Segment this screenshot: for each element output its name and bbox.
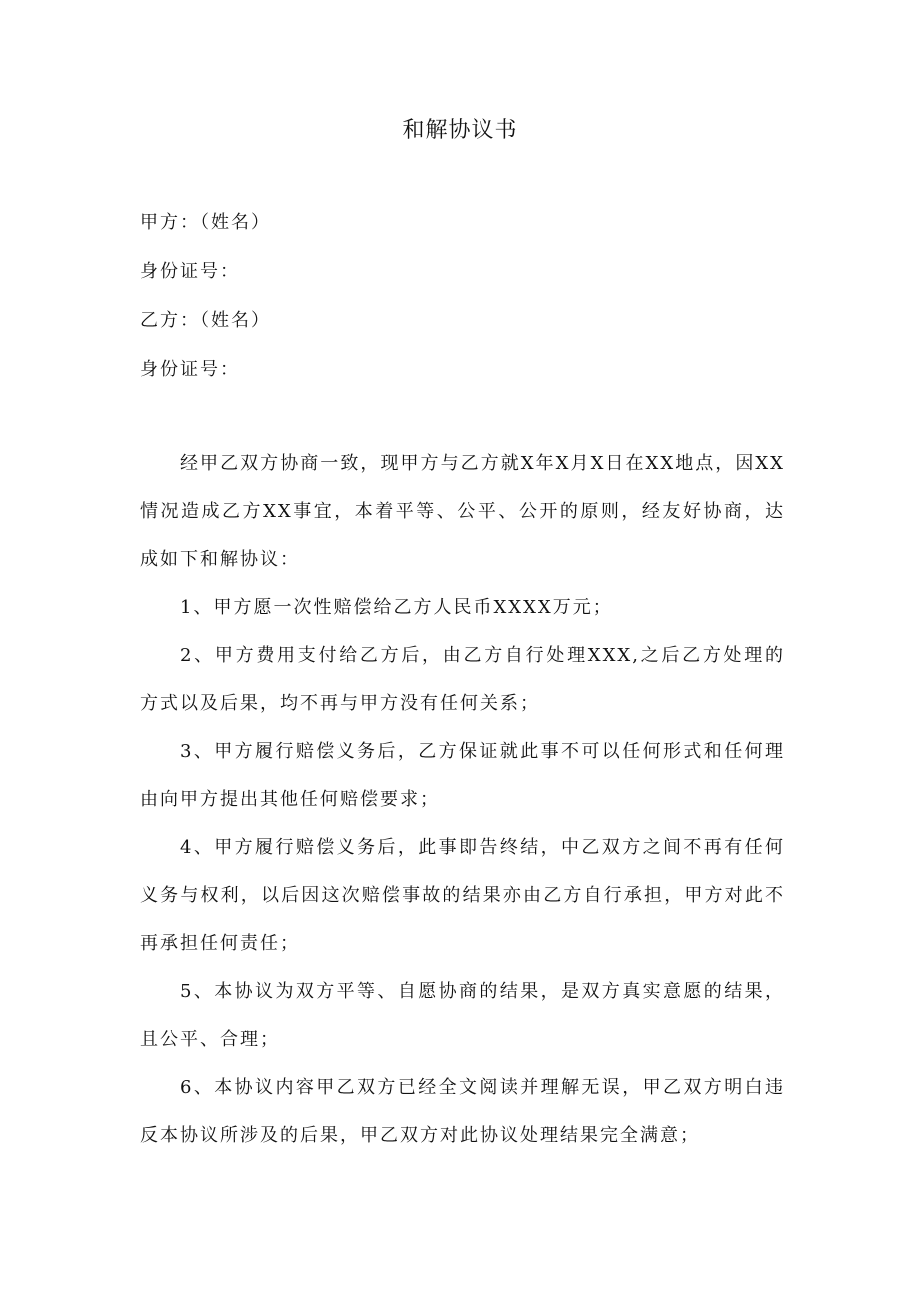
- clause-5: 5、本协议为双方平等、自愿协商的结果，是双方真实意愿的结果，且公平、合理；: [140, 981, 785, 1050]
- clause-2: 2、甲方费用支付给乙方后，由乙方自行处理XXX,之后乙方处理的方式以及后果，均不再与甲方没有任何关系；: [140, 645, 785, 714]
- intro-paragraph: 经甲乙双方协商一致，现甲方与乙方就X年X月X日在XX地点，因XX情况造成乙方XX事宜，本着平等、公平、公开的原则，经友好协商，达成如下和解协议：: [140, 453, 785, 570]
- agreement-body: [140, 440, 785, 1160]
- party-b-name: 乙方：（姓名）: [140, 310, 271, 331]
- clause-6: 6、本协议内容甲乙双方已经全文阅读并理解无误，甲乙双方明白违反本协议所涉及的后果，甲乙双方对此协议处理结果完全满意；: [140, 1077, 785, 1146]
- document-title: 和解协议书: [402, 118, 518, 143]
- clause-1: 1、甲方愿一次性赔偿给乙方人民币XXXX万元；: [180, 597, 613, 618]
- party-a-id: 身份证号：: [140, 261, 240, 282]
- clause-4: 4、甲方履行赔偿义务后，此事即告终结，中乙双方之间不再有任何义务与权利，以后因这次赔偿事故的结果亦由乙方自行承担，甲方对此不再承担任何责任；: [140, 837, 785, 954]
- party-a-name: 甲方：（姓名）: [140, 212, 271, 233]
- party-b-id: 身份证号：: [140, 359, 240, 380]
- clause-3: 3、甲方履行赔偿义务后，乙方保证就此事不可以任何形式和任何理由向甲方提出其他任何赔偿要求；: [140, 741, 785, 810]
